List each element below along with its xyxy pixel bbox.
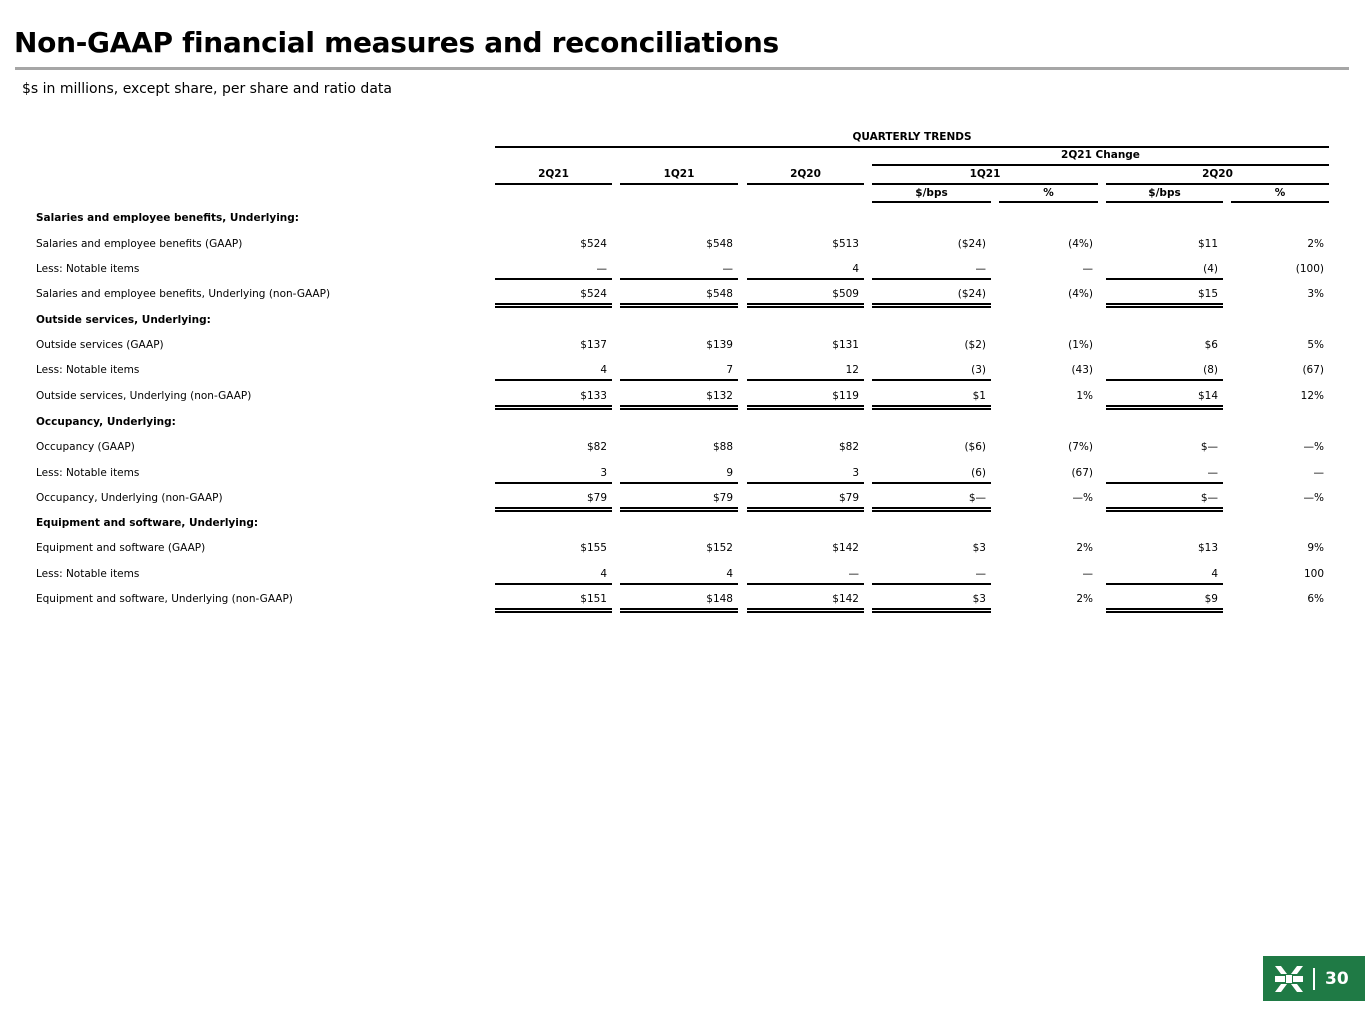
total-rule <box>620 405 738 407</box>
row-value: (4%) <box>1068 288 1093 300</box>
change-group-header: 2Q21 Change <box>1061 149 1140 161</box>
row-value: 4 <box>600 364 607 376</box>
total-rule <box>620 507 738 509</box>
row-value: 1% <box>1076 390 1093 402</box>
subtotal-rule <box>872 278 991 280</box>
row-value: — <box>1082 568 1093 580</box>
row-value: $79 <box>838 492 859 504</box>
subtotal-rule <box>620 583 738 585</box>
row-value: — <box>1082 263 1093 275</box>
row-value: (7%) <box>1068 441 1093 453</box>
row-value: $— <box>1200 492 1218 504</box>
page-subtitle: $s in millions, except share, per share and ratio data <box>22 81 392 97</box>
total-rule <box>495 507 612 509</box>
row-value: — <box>1207 467 1218 479</box>
subtotal-rule <box>620 379 738 381</box>
sub-column-header: $/bps <box>915 187 948 199</box>
total-rule <box>1106 303 1223 305</box>
row-label: Less: Notable items <box>36 467 140 479</box>
row-value: 3 <box>600 467 607 479</box>
total-rule <box>495 306 612 308</box>
row-label: Outside services (GAAP) <box>36 339 164 351</box>
row-value: 4 <box>600 568 607 580</box>
total-rule <box>495 510 612 512</box>
subtotal-rule <box>747 482 864 484</box>
row-label: Salaries and employee benefits, Underlying (non-GAAP) <box>36 288 331 300</box>
row-value: $9 <box>1204 593 1218 605</box>
row-value: $1 <box>972 390 986 402</box>
subtotal-rule <box>620 278 738 280</box>
section-heading: Occupancy, Underlying: <box>36 416 176 428</box>
total-rule <box>872 608 991 610</box>
total-rule <box>620 408 738 410</box>
row-value: $142 <box>832 542 859 554</box>
total-rule <box>1106 306 1223 308</box>
subtotal-rule <box>747 583 864 585</box>
row-value: $3 <box>972 542 986 554</box>
row-label: Salaries and employee benefits (GAAP) <box>36 238 243 250</box>
section-heading: Salaries and employee benefits, Underlying: <box>36 212 299 224</box>
total-rule <box>747 405 864 407</box>
row-value: 6% <box>1307 593 1324 605</box>
total-rule <box>1106 510 1223 512</box>
row-value: (8) <box>1203 364 1218 376</box>
row-value: $— <box>1200 441 1218 453</box>
row-value: —% <box>1303 492 1324 504</box>
subtotal-rule <box>495 482 612 484</box>
period-header-rule <box>495 183 612 185</box>
row-value: $137 <box>580 339 607 351</box>
sub-column-header: % <box>1274 187 1286 199</box>
period-header: 2Q20 <box>790 168 821 180</box>
total-rule <box>495 303 612 305</box>
row-value: $133 <box>580 390 607 402</box>
total-rule <box>872 303 991 305</box>
row-label: Outside services, Underlying (non-GAAP) <box>36 390 252 402</box>
row-value: — <box>848 568 859 580</box>
row-value: $3 <box>972 593 986 605</box>
row-value: 12 <box>845 364 859 376</box>
row-value: $79 <box>586 492 607 504</box>
row-label: Occupancy (GAAP) <box>36 441 135 453</box>
footer-logo-badge <box>1263 956 1365 1001</box>
row-value: (3) <box>971 364 986 376</box>
total-rule <box>747 611 864 613</box>
quarterly-trends-header: QUARTERLY TRENDS <box>852 131 972 143</box>
row-value: $82 <box>838 441 859 453</box>
row-value: $88 <box>712 441 733 453</box>
row-value: $513 <box>832 238 859 250</box>
total-rule <box>620 611 738 613</box>
period-header: 2Q21 <box>538 168 569 180</box>
sub-column-header: % <box>1043 187 1054 199</box>
total-rule <box>495 408 612 410</box>
row-value: — <box>975 568 986 580</box>
citizens-logo-icon <box>1272 962 1306 996</box>
header-rule-top <box>495 146 1329 148</box>
subtotal-rule <box>872 379 991 381</box>
total-rule <box>620 306 738 308</box>
row-value: $14 <box>1197 390 1218 402</box>
row-value: (4) <box>1203 263 1218 275</box>
total-rule <box>747 608 864 610</box>
row-value: (43) <box>1071 364 1093 376</box>
total-rule <box>872 405 991 407</box>
period-header: 1Q21 <box>663 168 695 180</box>
row-value: $79 <box>712 492 733 504</box>
row-value: $11 <box>1197 238 1218 250</box>
subtotal-rule <box>747 379 864 381</box>
row-value: $548 <box>706 288 733 300</box>
row-value: $119 <box>832 390 859 402</box>
row-value: ($6) <box>964 441 986 453</box>
row-value: — <box>722 263 733 275</box>
row-value: 4 <box>852 263 859 275</box>
total-rule <box>747 507 864 509</box>
total-rule <box>1106 507 1223 509</box>
row-value: $— <box>968 492 986 504</box>
section-heading: Outside services, Underlying: <box>36 314 211 326</box>
total-rule <box>747 408 864 410</box>
row-value: 3% <box>1307 288 1324 300</box>
row-label: Equipment and software (GAAP) <box>36 542 206 554</box>
period-header-rule <box>620 183 738 185</box>
subtotal-rule <box>495 278 612 280</box>
subtotal-rule <box>495 379 612 381</box>
row-value: $139 <box>706 339 733 351</box>
sub-column-rule <box>872 201 991 203</box>
row-value: ($24) <box>957 288 986 300</box>
row-value: (67) <box>1071 467 1093 479</box>
row-value: (6) <box>971 467 986 479</box>
row-value: $524 <box>580 238 607 250</box>
row-value: $82 <box>586 441 607 453</box>
row-value: $152 <box>706 542 733 554</box>
row-value: (100) <box>1295 263 1324 275</box>
total-rule <box>747 510 864 512</box>
row-value: ($24) <box>957 238 986 250</box>
row-value: —% <box>1303 441 1324 453</box>
row-value: 2% <box>1307 238 1324 250</box>
change-period-rule <box>1106 183 1329 185</box>
subtotal-rule <box>1106 482 1223 484</box>
row-label: Equipment and software, Underlying (non-GAAP) <box>36 593 293 605</box>
row-value: 9 <box>726 467 733 479</box>
change-period-rule <box>872 183 1098 185</box>
row-value: $15 <box>1197 288 1218 300</box>
change-period-header: 1Q21 <box>969 168 1001 180</box>
title-divider <box>15 67 1349 70</box>
change-period-header: 2Q20 <box>1202 168 1233 180</box>
row-value: 2% <box>1076 542 1093 554</box>
subtotal-rule <box>1106 583 1223 585</box>
row-value: 4 <box>726 568 733 580</box>
subtotal-rule <box>1106 379 1223 381</box>
row-value: $13 <box>1197 542 1218 554</box>
total-rule <box>872 510 991 512</box>
total-rule <box>872 611 991 613</box>
section-heading: Equipment and software, Underlying: <box>36 517 259 529</box>
sub-column-rule <box>1106 201 1223 203</box>
row-value: 12% <box>1300 390 1324 402</box>
total-rule <box>495 608 612 610</box>
row-value: ($2) <box>964 339 986 351</box>
sub-column-rule <box>1231 201 1329 203</box>
change-group-rule <box>872 164 1329 166</box>
total-rule <box>1106 611 1223 613</box>
row-value: — <box>975 263 986 275</box>
row-value: $155 <box>580 542 607 554</box>
row-value: —% <box>1072 492 1093 504</box>
total-rule <box>620 510 738 512</box>
total-rule <box>1106 408 1223 410</box>
row-value: $524 <box>580 288 607 300</box>
total-rule <box>872 306 991 308</box>
total-rule <box>620 303 738 305</box>
subtotal-rule <box>620 482 738 484</box>
row-value: 4 <box>1211 568 1218 580</box>
page-title: Non-GAAP financial measures and reconciliations <box>14 26 779 59</box>
row-value: 5% <box>1307 339 1324 351</box>
subtotal-rule <box>872 482 991 484</box>
subtotal-rule <box>747 278 864 280</box>
total-rule <box>747 306 864 308</box>
total-rule <box>1106 608 1223 610</box>
row-value: 2% <box>1076 593 1093 605</box>
row-value: $131 <box>832 339 859 351</box>
row-value: $142 <box>832 593 859 605</box>
row-value: $6 <box>1204 339 1218 351</box>
subtotal-rule <box>872 583 991 585</box>
row-value: (67) <box>1302 364 1324 376</box>
period-header-rule <box>747 183 864 185</box>
sub-column-header: $/bps <box>1148 187 1181 199</box>
row-value: 3 <box>852 467 859 479</box>
total-rule <box>620 608 738 610</box>
row-value: $148 <box>706 593 733 605</box>
row-value: 9% <box>1307 542 1324 554</box>
total-rule <box>872 507 991 509</box>
row-value: 7 <box>726 364 733 376</box>
row-value: 100 <box>1303 568 1324 580</box>
total-rule <box>872 408 991 410</box>
row-value: $509 <box>832 288 859 300</box>
total-rule <box>495 611 612 613</box>
row-value: (1%) <box>1068 339 1093 351</box>
logo-separator <box>1313 968 1315 990</box>
subtotal-rule <box>495 583 612 585</box>
row-label: Less: Notable items <box>36 263 140 275</box>
row-value: — <box>1313 467 1324 479</box>
total-rule <box>747 303 864 305</box>
sub-column-rule <box>999 201 1098 203</box>
row-label: Occupancy, Underlying (non-GAAP) <box>36 492 223 504</box>
page-number: 30 <box>1325 969 1349 989</box>
row-value: $151 <box>580 593 607 605</box>
total-rule <box>1106 405 1223 407</box>
total-rule <box>495 405 612 407</box>
row-value: $548 <box>706 238 733 250</box>
row-label: Less: Notable items <box>36 364 140 376</box>
row-value: — <box>596 263 607 275</box>
row-label: Less: Notable items <box>36 568 140 580</box>
row-value: (4%) <box>1068 238 1093 250</box>
row-value: $132 <box>706 390 733 402</box>
subtotal-rule <box>1106 278 1223 280</box>
